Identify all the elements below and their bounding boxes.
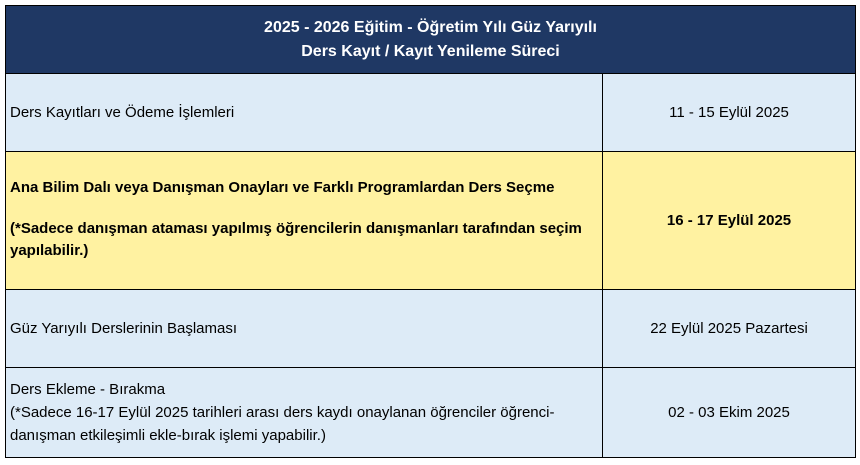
activity-text: Ders Kayıtları ve Ödeme İşlemleri [10,104,235,121]
row-activity [6,368,603,457]
header-title-line2: Ders Kayıt / Kayıt Yenileme Süreci [301,42,560,60]
date-text: 16 - 17 Eylül 2025 [666,212,792,229]
activity-text: Güz Yarıyılı Derslerinin Başlaması [10,320,238,337]
date-text: 02 - 03 Ekim 2025 [668,404,790,421]
row-date [603,74,855,152]
activity-note-line2: yapılabilir.) [10,242,89,259]
row-activity [6,290,603,368]
activity-text: Ders Ekleme - Bırakma [10,381,166,398]
activity-note-line1: (*Sadece danışman ataması yapılmış öğrencilerin danışmanları tarafından seçim [10,220,582,237]
date-text: 22 Eylül 2025 Pazartesi [650,320,808,337]
row-activity [6,74,603,152]
row-activity [6,152,603,290]
activity-note-line2: danışman etkileşimli ekle-bırak işlemi yapabilir.) [10,427,326,444]
schedule-table [5,5,856,458]
date-text: 11 - 15 Eylül 2025 [669,104,789,121]
row-date [603,290,855,368]
header-title-line1: 2025 - 2026 Eğitim - Öğretim Yılı Güz Yarıyılı [264,18,597,36]
activity-text: Ana Bilim Dalı veya Danışman Onayları ve Farklı Programlardan Ders Seçme [10,179,555,196]
row-date [603,152,855,290]
table-header [6,6,855,74]
row-date [603,368,855,457]
activity-note-line1: (*Sadece 16-17 Eylül 2025 tarihleri arası ders kaydı onaylanan öğrenciler öğrenci- [10,404,555,421]
